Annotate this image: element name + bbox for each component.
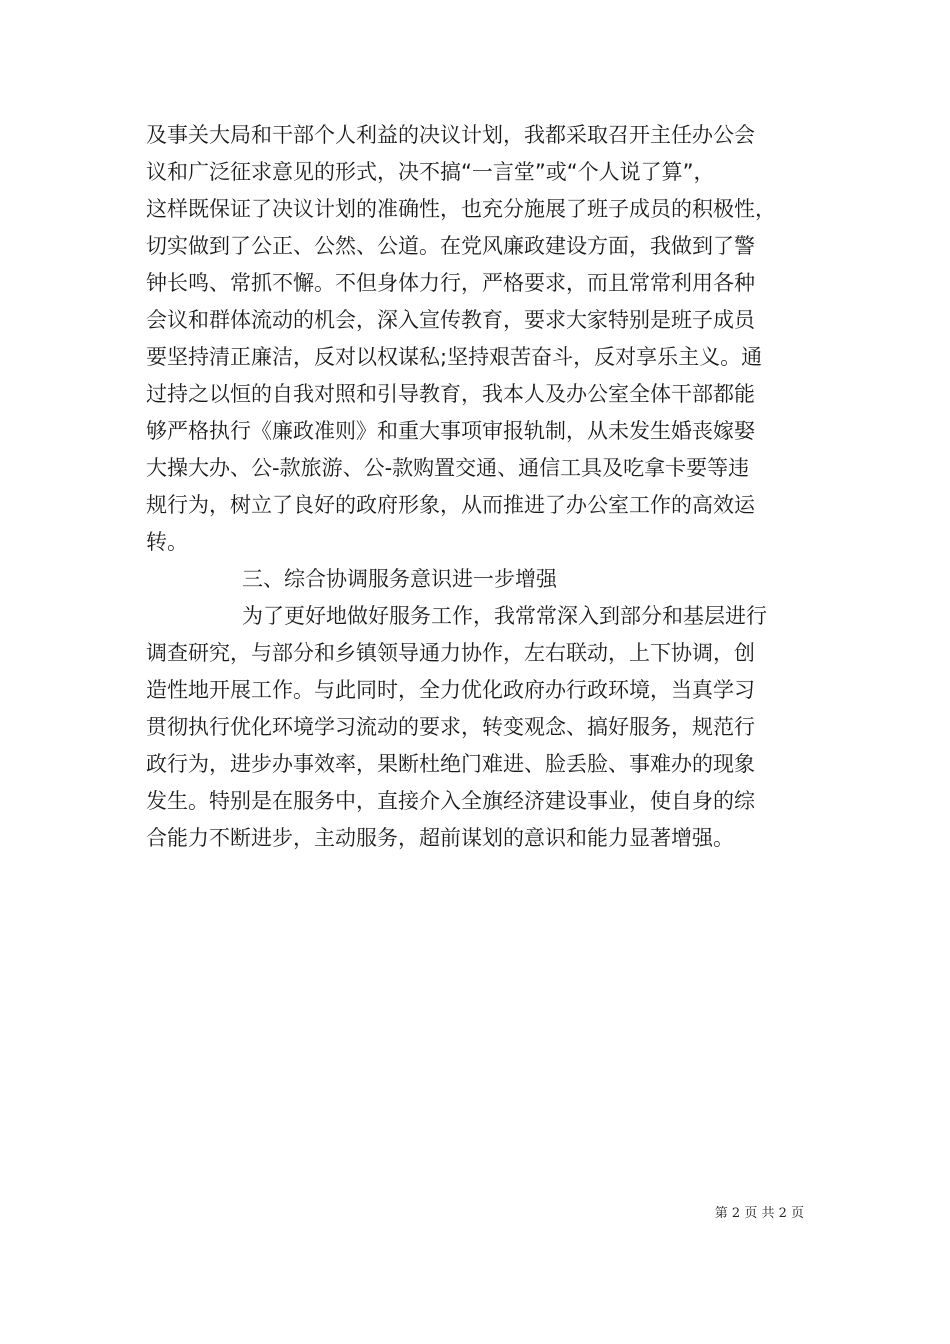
page-number-footer: 第 2 页 共 2 页	[714, 1206, 804, 1221]
paragraph-line: 钟长鸣、常抓不懈。不但身体力行，严格要求，而且常常利用各种	[146, 271, 755, 295]
paragraph-line: 规行为，树立了良好的政府形象，从而推进了办公室工作的高效运	[146, 493, 755, 517]
paragraph-line: 会议和群体流动的机会，深入宣传教育，要求大家特别是班子成员	[146, 308, 755, 332]
paragraph-line: 发生。特别是在服务中，直接介入全旗经济建设事业，使自身的综	[146, 789, 755, 813]
paragraph-line: 大操大办、公-款旅游、公-款购置交通、通信工具及吃拿卡要等违	[146, 456, 750, 480]
paragraph-line: 议和广泛征求意见的形式，决不搞“一言堂”或“个人说了算”，	[146, 160, 715, 184]
body-text	[146, 117, 818, 857]
paragraph-line: 这样既保证了决议计划的准确性，也充分施展了班子成员的积极性，	[146, 197, 776, 221]
paragraph-line: 够严格执行《廉政准则》和重大事项审报轨制，从未发生婚丧嫁娶	[146, 419, 755, 443]
paragraph-line: 及事关大局和干部个人利益的决议计划，我都采取召开主任办公会	[146, 123, 755, 147]
paragraph-line: 为了更好地做好服务工作，我常常深入到部分和基层进行	[242, 604, 767, 628]
paragraph-line: 合能力不断进步，主动服务，超前谋划的意识和能力显著增强。	[146, 826, 734, 850]
paragraph-line: 转。	[146, 530, 188, 554]
paragraph-2	[146, 598, 818, 857]
paragraph-line: 政行为，进步办事效率，果断杜绝门难进、脸丢脸、事难办的现象	[146, 752, 755, 776]
paragraph-line: 造性地开展工作。与此同时，全力优化政府办行政环境，当真学习	[146, 678, 755, 702]
paragraph-line: 切实做到了公正、公然、公道。在党风廉政建设方面，我做到了警	[146, 234, 755, 258]
paragraph-line: 调查研究，与部分和乡镇领导通力协作，左右联动，上下协调，创	[146, 641, 755, 665]
paragraph-line: 要坚持清正廉洁，反对以权谋私;坚持艰苦奋斗，反对享乐主义。通	[146, 345, 763, 369]
paragraph-line: 贯彻执行优化环境学习流动的要求，转变观念、搞好服务，规范行	[146, 715, 755, 739]
paragraph-line: 过持之以恒的自我对照和引导教育，我本人及办公室全体干部都能	[146, 382, 755, 406]
section-heading: 三、综合协调服务意识进一步增强	[242, 567, 557, 591]
paragraph-1	[146, 117, 818, 561]
